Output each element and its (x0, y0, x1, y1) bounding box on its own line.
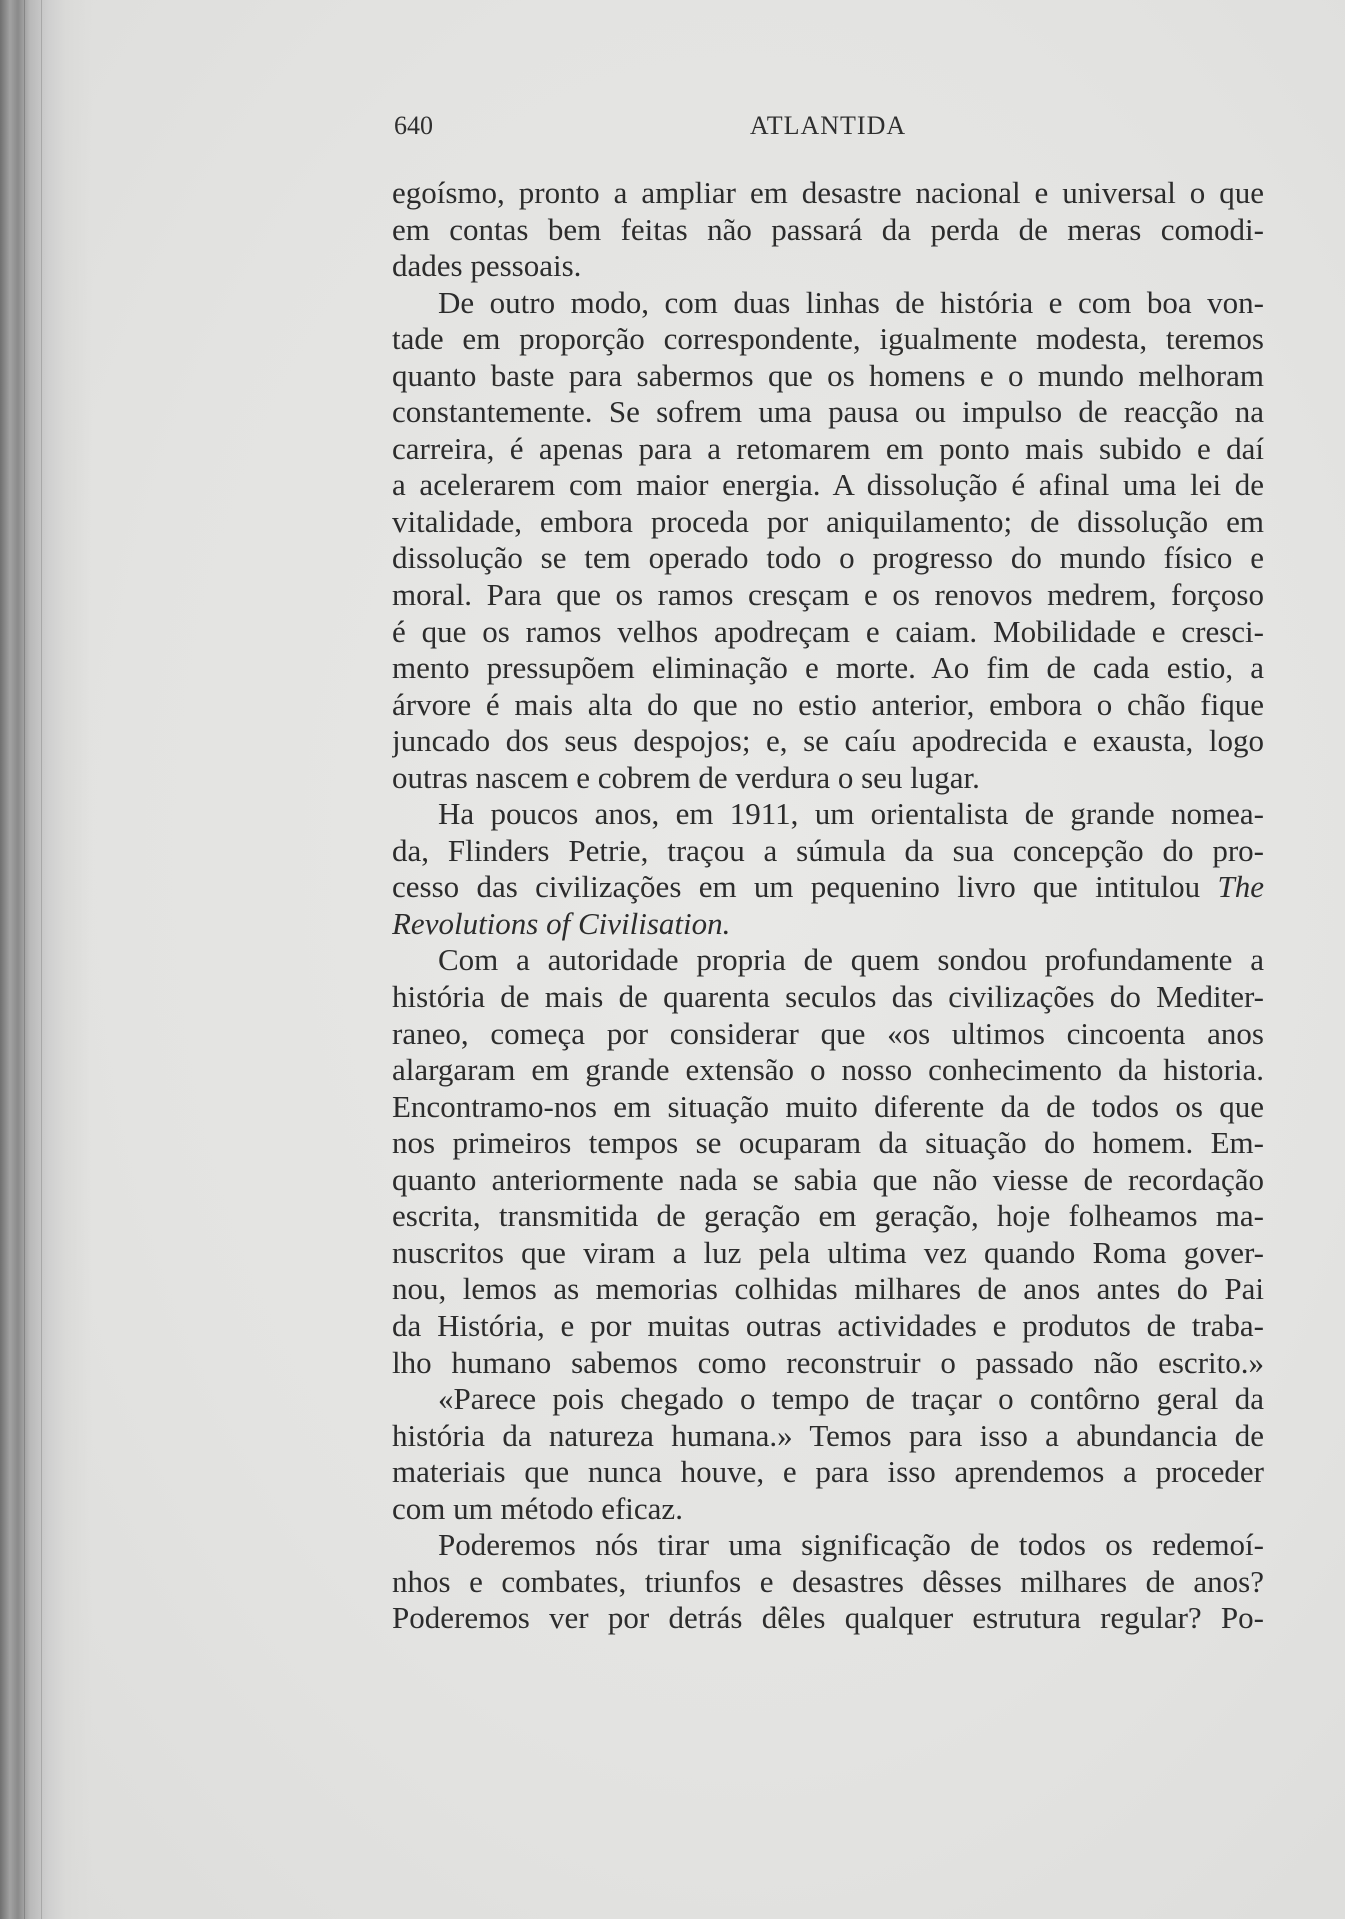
text-line: nos primeiros tempos se ocuparam da situação do homem. Em- (392, 1125, 1264, 1161)
text-line: constantemente. Se sofrem uma pausa ou impulso de reacção na (392, 394, 1264, 430)
text-line: nou, lemos as memorias colhidas milhares de anos antes do Pai (392, 1271, 1264, 1307)
text-line: escrita, transmitida de geração em geração, hoje folheamos ma- (392, 1198, 1264, 1234)
text-line: da História, e por muitas outras actividades e produtos de traba- (392, 1307, 1264, 1343)
text-line: «Parece pois chegado o tempo de traçar o contôrno geral da (438, 1381, 1264, 1417)
text-line: história de mais de quarenta seculos das civilizações do Mediter- (392, 979, 1264, 1015)
text-line: nuscritos que viram a luz pela ultima vez quando Roma gover- (392, 1234, 1264, 1270)
text-line: com um método eficaz. (392, 1490, 683, 1526)
text-line: mento pressupõem eliminação e morte. Ao fim de cada estio, a (392, 650, 1264, 686)
text-line: a acelerarem com maior energia. A dissolução é afinal uma lei de (392, 467, 1264, 503)
text-line (392, 869, 1264, 906)
page-gutter-shadow (0, 0, 92, 1919)
paragraph (392, 1381, 1264, 1527)
text-line: tade em proporção correspondente, igualmente modesta, teremos (392, 321, 1264, 357)
text-line: outras nascem e cobrem de verdura o seu lugar. (392, 759, 980, 795)
text-line: Encontramo-nos em situação muito diferente da de todos os que (392, 1088, 1264, 1124)
text-line: lho humano sabemos como reconstruir o passado não escrito.» (392, 1344, 1264, 1380)
text-line: Poderemos nós tirar uma significação de todos os redemoí- (438, 1527, 1264, 1563)
page-number: 640 (394, 111, 433, 140)
book-title-italic: The (1217, 869, 1264, 905)
text-line: alargaram em grande extensão o nosso conhecimento da historia. (392, 1052, 1264, 1088)
text-line: juncado dos seus despojos; e, se caíu apodrecida e exausta, logo (392, 723, 1264, 759)
text-line: Com a autoridade propria de quem sondou profundamente a (438, 942, 1264, 978)
text-line: egoísmo, pronto a ampliar em desastre nacional e universal o que (392, 175, 1264, 210)
text-line-segment: cesso das civilizações em um pequenino livro que intitulou (392, 869, 1201, 905)
text-line: quanto anteriormente nada se sabia que não viesse de recordação (392, 1161, 1264, 1197)
paragraph (392, 175, 1264, 285)
text-line: quanto baste para sabermos que os homens e o mundo melhoram (392, 357, 1264, 393)
text-line: Ha poucos anos, em 1911, um orientalista de grande nomea- (438, 796, 1264, 832)
page-edge-line (41, 0, 42, 1919)
paragraph (392, 942, 1264, 1381)
text-line: raneo, começa por considerar que «os ultimos cincoenta anos (392, 1015, 1264, 1051)
page-edge-line (24, 0, 25, 1919)
text-line: materiais que nunca houve, e para isso aprendemos a proceder (392, 1454, 1264, 1490)
text-line: é que os ramos velhos apodreçam e caiam. Mobilidade e cresci- (392, 613, 1264, 649)
body-text (392, 175, 1264, 1637)
running-header (392, 111, 1264, 141)
text-line: em contas bem feitas não passará da perda de meras comodi- (392, 211, 1264, 247)
text-line: árvore é mais alta do que no estio anterior, embora o chão fique (392, 686, 1264, 722)
text-line: De outro modo, com duas linhas de história e com boa von- (438, 284, 1264, 320)
text-line: da, Flinders Petrie, traçou a súmula da sua concepção do pro- (392, 832, 1264, 868)
text-line: moral. Para que os ramos cresçam e os renovos medrem, forçoso (392, 577, 1264, 613)
text-line: história da natureza humana.» Temos para isso a abundancia de (392, 1417, 1264, 1453)
paragraph (392, 796, 1264, 942)
text-line: vitalidade, embora proceda por aniquilamento; de dissolução em (392, 503, 1264, 539)
text-line: carreira, é apenas para a retomarem em ponto mais subido e daí (392, 430, 1264, 466)
paragraph (392, 285, 1264, 797)
text-line: nhos e combates, triunfos e desastres dêsses milhares de anos? (392, 1563, 1264, 1599)
paragraph (392, 1527, 1264, 1637)
text-line: dades pessoais. (392, 248, 582, 284)
text-line: Poderemos ver por detrás dêles qualquer estrutura regular? Po- (392, 1600, 1264, 1636)
running-title: ATLANTIDA (749, 111, 907, 140)
book-title-italic: Revolutions of Civilisation. (392, 905, 731, 941)
text-line: dissolução se tem operado todo o progresso do mundo físico e (392, 540, 1264, 576)
text-line (392, 906, 1264, 943)
